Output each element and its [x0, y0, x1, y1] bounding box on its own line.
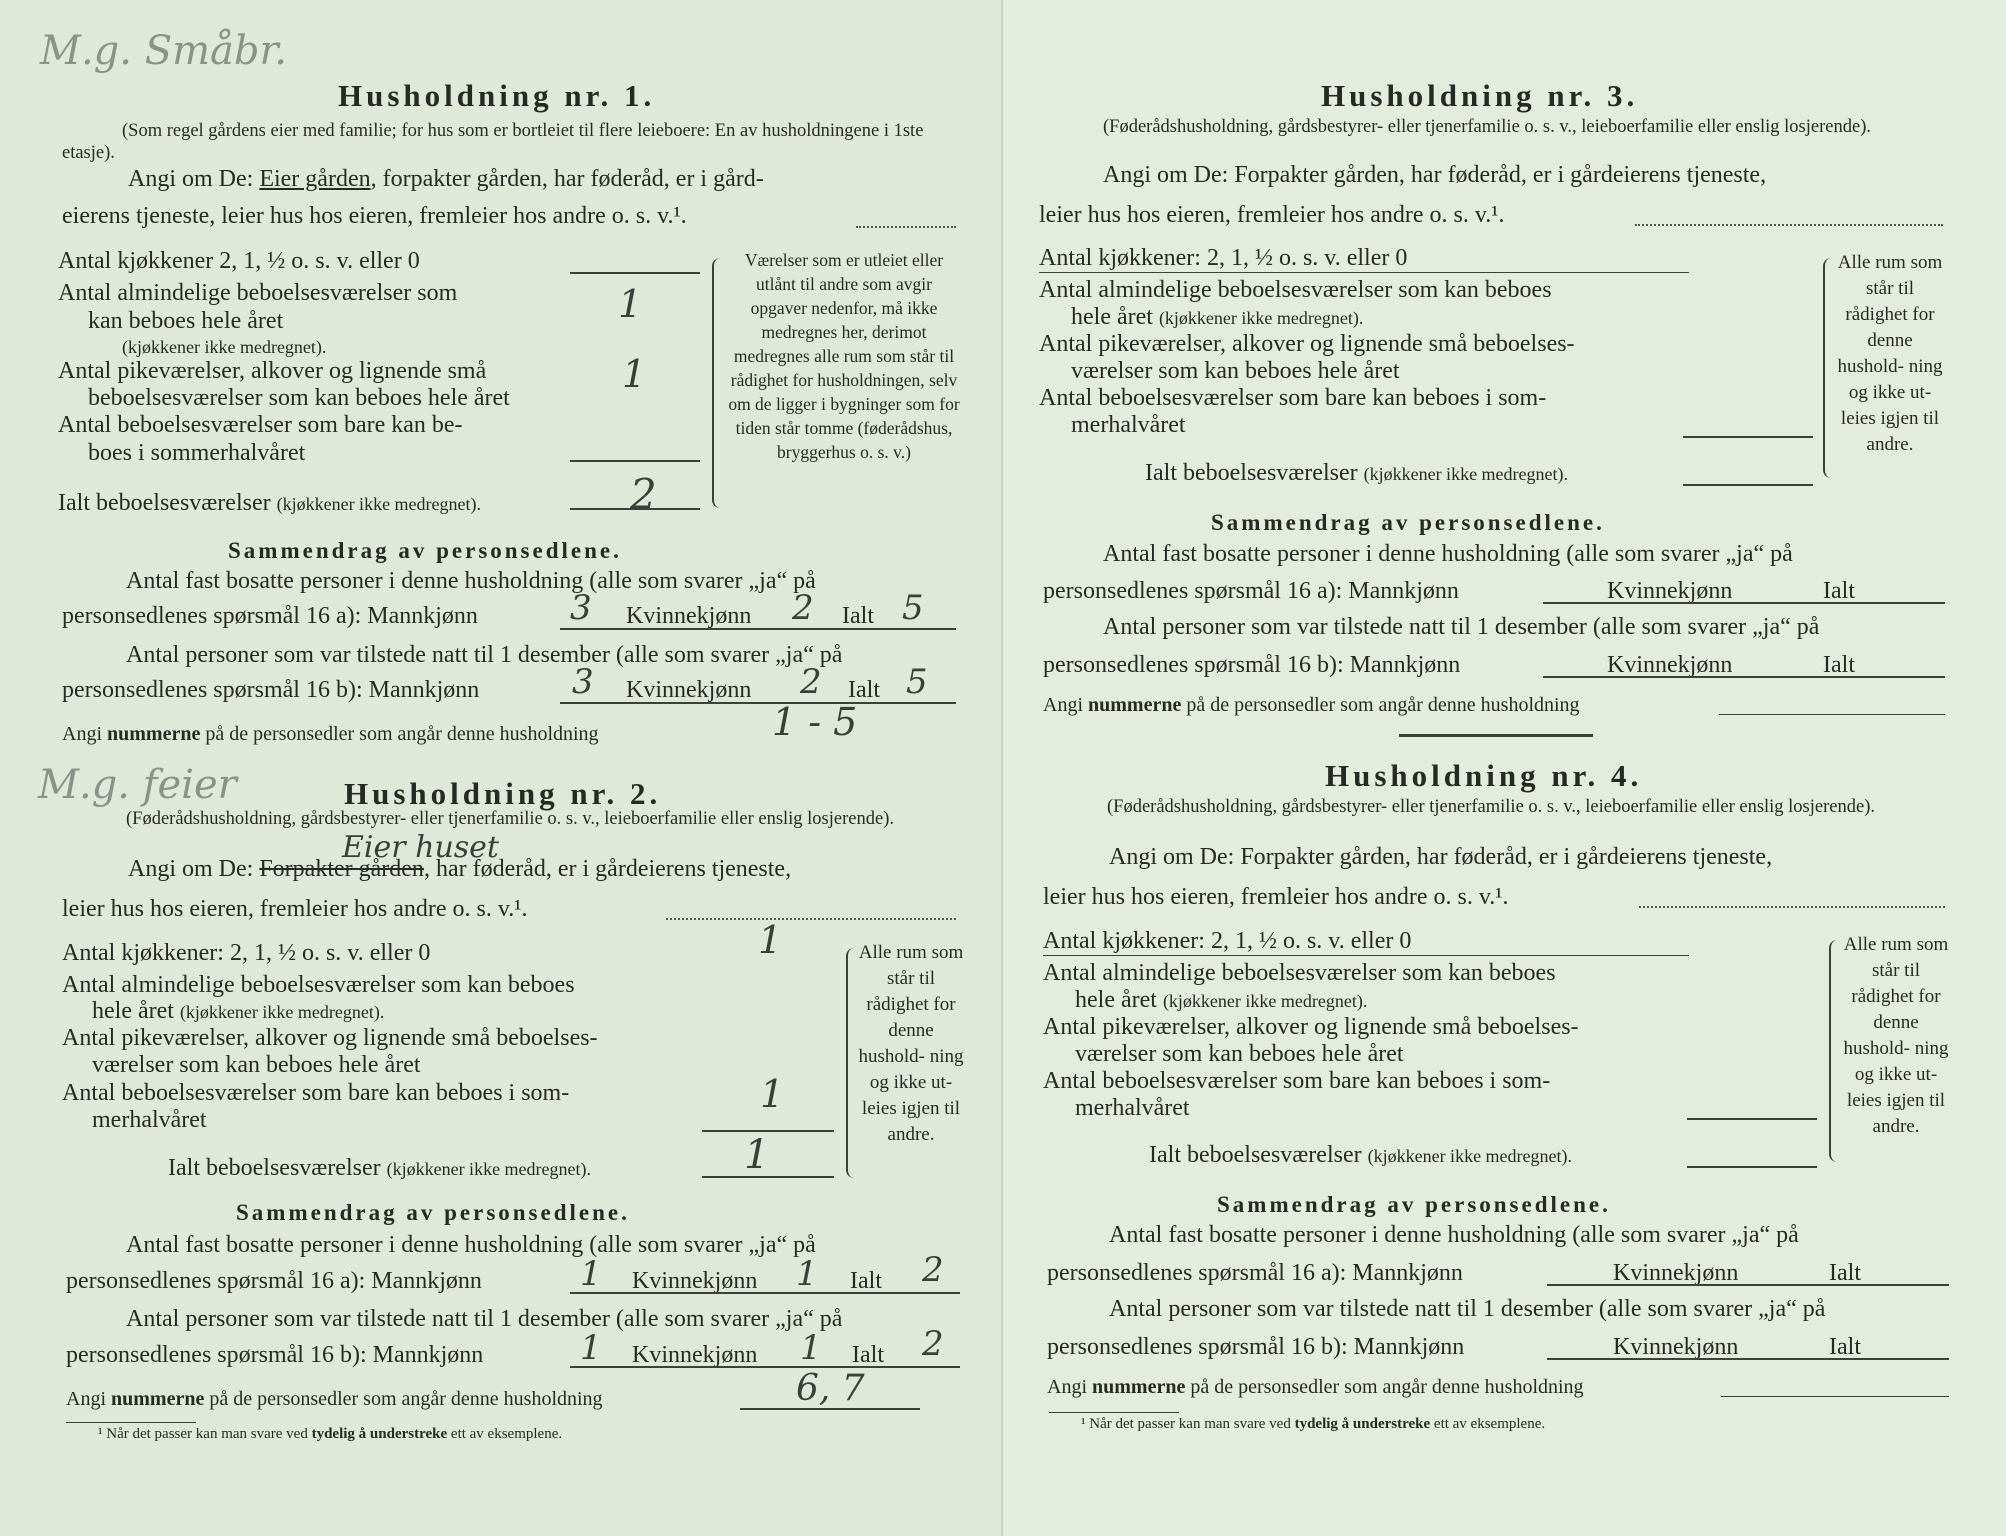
h1-resident-line1: Antal fast bosatte personer i denne husholdning (alle som svarer „ja“ på [126, 568, 816, 594]
h2-present-answer-line [570, 1366, 960, 1368]
h2-summer-rooms-label-2: merhalvåret [92, 1107, 207, 1133]
h2-resident-line2: personsedlenes spørsmål 16 a): Mannkjønn [66, 1268, 482, 1294]
h1-summary-title: Sammendrag av personsedlene. [228, 538, 622, 563]
h1-present-line2: personsedlenes spørsmål 16 b): Mannkjønn [62, 677, 480, 703]
h1-total-rooms-value: 2 [630, 470, 657, 519]
struck-forpakter: Forpakter gården [259, 856, 424, 882]
h2-kitchens-value: 1 [758, 918, 783, 962]
h3-resident-line1: Antal fast bosatte personer i denne husholdning (alle som svarer „ja“ på [1103, 541, 1793, 567]
h2-kitchens-label: Antal kjøkkener: 2, 1, ½ o. s. v. eller 0 [62, 940, 431, 966]
household-1-angi-line2: eierens tjeneste, leier hus hos eieren, fremleier hos andre o. s. v.¹. [62, 203, 687, 229]
h4-summer-rooms-label-2: merhalvåret [1075, 1095, 1190, 1121]
h3-present-line1: Antal personer som var tilstede natt til 1 desember (alle som svarer „ja“ på [1103, 614, 1820, 640]
h3-resident-total-label: Ialt [1823, 578, 1855, 604]
h3-brace [1823, 258, 1835, 478]
h1-present-female-label: Kvinnekjønn [626, 677, 752, 703]
household-1-subtitle: (Som regel gårdens eier med familie; for hus som er bortleiet til flere leieboere: En av husholdningene i 1ste etasje). [62, 121, 924, 163]
h3-numbers-answer-line [1719, 714, 1945, 715]
h2-maid-rooms-label-2: værelser som kan beboes hele året [92, 1052, 421, 1078]
h1-numbers-label: Angi nummerne på de personsedler som angår denne husholdning [62, 723, 599, 745]
household-1-title: Husholdning nr. 1. [338, 78, 656, 113]
h2-resident-answer-line [570, 1292, 960, 1294]
h4-resident-female-label: Kvinnekjønn [1613, 1260, 1739, 1286]
h1-resident-line2: personsedlenes spørsmål 16 a): Mannkjønn [62, 603, 478, 629]
h4-ordinary-rooms-label: Antal almindelige beboelsesværelser som kan beboes [1043, 960, 1556, 986]
h2-present-line2: personsedlenes spørsmål 16 b): Mannkjønn [66, 1342, 484, 1368]
h4-resident-total-label: Ialt [1829, 1260, 1861, 1286]
h1-ordinary-rooms-label-2: kan beboes hele året [88, 308, 284, 334]
h4-numbers-answer-line [1721, 1396, 1949, 1397]
h3-maid-rooms-label: Antal pikeværelser, alkover og lignende små beboelses- [1039, 331, 1575, 357]
h3-summer-rooms-label-2: merhalvåret [1071, 412, 1186, 438]
handwritten-name-1: M.g. Småbr. [40, 28, 287, 74]
h4-present-line2: personsedlenes spørsmål 16 b): Mannkjønn [1047, 1334, 1465, 1360]
h4-summer-rooms-label: Antal beboelsesværelser som bare kan beboes i som- [1043, 1068, 1551, 1094]
household-4-angi-line1: Angi om De: Forpakter gården, har føderåd, er i gårdeierens tjeneste, [1109, 844, 1773, 870]
h1-resident-answer-line [560, 628, 956, 630]
household-3-angi-line2: leier hus hos eieren, fremleier hos andre o. s. v.¹. [1039, 202, 1505, 228]
h1-kitchens-answer-line [570, 272, 700, 274]
h2-resident-total: 2 [922, 1250, 944, 1290]
h4-present-female-label: Kvinnekjønn [1613, 1334, 1739, 1360]
h2-summer-rooms-value: 1 [760, 1072, 785, 1116]
h1-resident-female: 2 [792, 588, 814, 628]
household-2-subtitle: (Føderådshusholdning, gårdsbestyrer- eller tjenerfamilie o. s. v., leieboerfamilie eller enslig losjerende). [126, 809, 894, 829]
h4-summer-answer-line [1687, 1118, 1817, 1120]
h3-resident-line2: personsedlenes spørsmål 16 a): Mannkjønn [1043, 578, 1459, 604]
h2-present-total-label: Ialt [852, 1342, 884, 1368]
footnote-right: ¹ Når det passer kan man svare ved tydelig å understreke ett av eksemplene. [1081, 1416, 1546, 1432]
household-4-title: Husholdning nr. 4. [1325, 758, 1643, 793]
h1-resident-total-label: Ialt [842, 603, 874, 629]
h4-present-line1: Antal personer som var tilstede natt til 1 desember (alle som svarer „ja“ på [1109, 1296, 1826, 1322]
h4-kitchens-label: Antal kjøkkener: 2, 1, ½ o. s. v. eller 0 [1043, 928, 1412, 954]
h1-ordinary-rooms-label: Antal almindelige beboelsesværelser som [58, 280, 458, 306]
h2-ordinary-rooms-label: Antal almindelige beboelsesværelser som kan beboes [62, 972, 575, 998]
h3-summary-title: Sammendrag av personsedlene. [1211, 510, 1605, 535]
h4-total-rooms-label: Ialt beboelsesværelser (kjøkkener ikke medregnet). [1149, 1142, 1573, 1168]
h4-present-total-label: Ialt [1829, 1334, 1861, 1360]
household-4-subtitle: (Føderådshusholdning, gårdsbestyrer- eller tjenerfamilie o. s. v., leieboerfamilie eller enslig losjerende). [1107, 797, 1875, 817]
h3-summer-answer-line [1683, 436, 1813, 438]
h2-resident-female-label: Kvinnekjønn [632, 1268, 758, 1294]
h2-summary-title: Sammendrag av personsedlene. [236, 1200, 630, 1225]
h1-kitchens-label: Antal kjøkkener 2, 1, ½ o. s. v. eller 0 [58, 248, 420, 274]
h4-resident-line2: personsedlenes spørsmål 16 a): Mannkjønn [1047, 1260, 1463, 1286]
h1-summer-answer-line [570, 460, 700, 462]
h1-total-rooms-label: Ialt beboelsesværelser (kjøkkener ikke medregnet). [58, 490, 482, 516]
h3-total-answer-line [1683, 484, 1813, 486]
h4-ordinary-rooms-label-2: hele året (kjøkkener ikke medregnet). [1075, 987, 1368, 1013]
h4-angi-answer-line [1639, 906, 1945, 908]
h2-resident-total-label: Ialt [850, 1268, 882, 1294]
household-2-angi-line2: leier hus hos eieren, fremleier hos andre o. s. v.¹. [62, 896, 528, 922]
household-4-angi-line2: leier hus hos eieren, fremleier hos andre o. s. v.¹. [1043, 884, 1509, 910]
household-3-title: Husholdning nr. 3. [1321, 78, 1639, 113]
footnote-rule [66, 1422, 196, 1423]
h4-summary-title: Sammendrag av personsedlene. [1217, 1192, 1611, 1217]
footnote-rule-right [1049, 1412, 1179, 1413]
h2-ordinary-rooms-label-2: hele året (kjøkkener ikke medregnet). [92, 998, 385, 1024]
h3-ordinary-rooms-label-2: hele året (kjøkkener ikke medregnet). [1071, 304, 1364, 330]
h1-resident-female-label: Kvinnekjønn [626, 603, 752, 629]
h4-maid-rooms-label-2: værelser som kan beboes hele året [1075, 1041, 1404, 1067]
h2-total-rooms-label: Ialt beboelsesværelser (kjøkkener ikke medregnet). [168, 1155, 592, 1181]
h4-maid-rooms-label: Antal pikeværelser, alkover og lignende små beboelses- [1043, 1014, 1579, 1040]
h1-resident-total: 5 [902, 588, 924, 628]
right-page [1003, 0, 2006, 1536]
h2-present-male: 1 [580, 1328, 602, 1368]
h1-maid-rooms-value: 1 [622, 352, 647, 396]
h3-present-total-label: Ialt [1823, 652, 1855, 678]
h4-brace [1829, 940, 1841, 1162]
h1-present-answer-line [560, 702, 956, 704]
h2-resident-male: 1 [580, 1254, 602, 1294]
section-divider [1399, 734, 1593, 737]
h1-summer-rooms-label-2: boes i sommerhalvåret [88, 440, 306, 466]
h3-kitchens-label: Antal kjøkkener: 2, 1, ½ o. s. v. eller 0 [1039, 245, 1408, 271]
household-1-angi-line1: Angi om De: Eier gården, forpakter gården, har føderåd, er i gård- [128, 166, 764, 192]
h1-ordinary-rooms-value: 1 [618, 282, 643, 326]
h2-numbers-value: 6, 7 [796, 1368, 865, 1409]
household-3-subtitle: (Føderådshusholdning, gårdsbestyrer- eller tjenerfamilie o. s. v., leieboerfamilie eller enslig losjerende). [1103, 117, 1871, 137]
h1-present-line1: Antal personer som var tilstede natt til 1 desember (alle som svarer „ja“ på [126, 642, 843, 668]
underlined-eier-garden: Eier gården [259, 166, 371, 192]
h1-present-total-label: Ialt [848, 677, 880, 703]
h3-maid-rooms-label-2: værelser som kan beboes hele året [1071, 358, 1400, 384]
h3-rooms-note: Alle rum som står til rådighet for denne hushold- ning og ikke ut- leies igjen til andre. [1837, 252, 1943, 455]
h3-resident-female-label: Kvinnekjønn [1607, 578, 1733, 604]
h2-numbers-label: Angi nummerne på de personsedler som angår denne husholdning [66, 1388, 603, 1410]
h2-resident-line1: Antal fast bosatte personer i denne husholdning (alle som svarer „ja“ på [126, 1232, 816, 1258]
footnote: ¹ Når det passer kan man svare ved tydelig å understreke ett av eksemplene. [98, 1426, 563, 1442]
h2-present-total: 2 [922, 1324, 944, 1364]
h1-brace [712, 258, 724, 508]
h1-rooms-note: Værelser som er utleiet eller utlånt til andre som avgir opgaver nedenfor, må ikke medregnes her, derimot medregnes alle rum som står til rådighet for husholdningen, selv om de ligger i bygninger som for tiden står tomme (føderådshus, bryggerhus o. s. v.) [728, 250, 960, 462]
h1-resident-male: 3 [570, 588, 592, 628]
household-2-angi-line1: Angi om De: Forpakter gården, har føderåd, er i gårdeierens tjeneste, [128, 856, 792, 882]
h4-present-answer-line [1547, 1358, 1949, 1360]
h1-maid-rooms-label-2: beboelsesværelser som kan beboes hele året [88, 385, 510, 411]
h2-total-rooms-value: 1 [744, 1132, 770, 1178]
h4-resident-answer-line [1547, 1284, 1949, 1286]
h1-present-female: 2 [800, 662, 822, 702]
h3-angi-answer-line [1635, 224, 1943, 226]
household-2-title: Husholdning nr. 2. [344, 776, 662, 811]
h1-present-male: 3 [572, 662, 594, 702]
h2-present-female: 1 [800, 1328, 822, 1368]
h2-summer-rooms-label: Antal beboelsesværelser som bare kan beboes i som- [62, 1080, 570, 1106]
h3-present-answer-line [1543, 676, 1945, 678]
h3-ordinary-rooms-label: Antal almindelige beboelsesværelser som kan beboes [1039, 277, 1552, 303]
h1-numbers-value: 1 - 5 [772, 700, 858, 744]
h2-total-answer-line [702, 1176, 834, 1178]
h1-summer-rooms-label: Antal beboelsesværelser som bare kan be- [58, 412, 463, 438]
h2-rooms-note: Alle rum som står til rådighet for denne hushold- ning og ikke ut- leies igjen til andre. [858, 942, 964, 1145]
h2-present-line1: Antal personer som var tilstede natt til 1 desember (alle som svarer „ja“ på [126, 1306, 843, 1332]
h3-resident-answer-line [1543, 602, 1945, 604]
h4-resident-line1: Antal fast bosatte personer i denne husholdning (alle som svarer „ja“ på [1109, 1222, 1799, 1248]
h3-kitchens-underline [1039, 272, 1689, 273]
h2-maid-rooms-label: Antal pikeværelser, alkover og lignende små beboelses- [62, 1025, 598, 1051]
h3-present-line2: personsedlenes spørsmål 16 b): Mannkjønn [1043, 652, 1461, 678]
h1-maid-rooms-label: Antal pikeværelser, alkover og lignende små [58, 358, 487, 384]
h2-angi-answer-line [666, 918, 956, 920]
h2-numbers-answer-line [740, 1408, 920, 1410]
h3-summer-rooms-label: Antal beboelsesværelser som bare kan beboes i som- [1039, 385, 1547, 411]
h1-total-answer-line [570, 508, 700, 510]
h2-brace [846, 948, 858, 1178]
h4-kitchens-underline [1043, 955, 1689, 956]
h4-total-answer-line [1687, 1166, 1817, 1168]
handwritten-name-2: M.g. feier [38, 762, 237, 808]
h4-rooms-note: Alle rum som står til rådighet for denne hushold- ning og ikke ut- leies igjen til andre. [1843, 934, 1949, 1137]
h3-numbers-label: Angi nummerne på de personsedler som angår denne husholdning [1043, 694, 1580, 716]
h3-present-female-label: Kvinnekjønn [1607, 652, 1733, 678]
angi-answer-line [856, 226, 956, 228]
h1-present-total: 5 [906, 662, 928, 702]
h2-present-female-label: Kvinnekjønn [632, 1342, 758, 1368]
h2-resident-female: 1 [796, 1254, 818, 1294]
h4-numbers-label: Angi nummerne på de personsedler som angår denne husholdning [1047, 1376, 1584, 1398]
h1-ordinary-rooms-note: (kjøkkener ikke medregnet). [122, 337, 327, 357]
h2-handwritten-eier: Eier huset [342, 830, 499, 865]
household-3-angi-line1: Angi om De: Forpakter gården, har føderåd, er i gårdeierens tjeneste, [1103, 162, 1767, 188]
h3-total-rooms-label: Ialt beboelsesværelser (kjøkkener ikke medregnet). [1145, 460, 1569, 486]
